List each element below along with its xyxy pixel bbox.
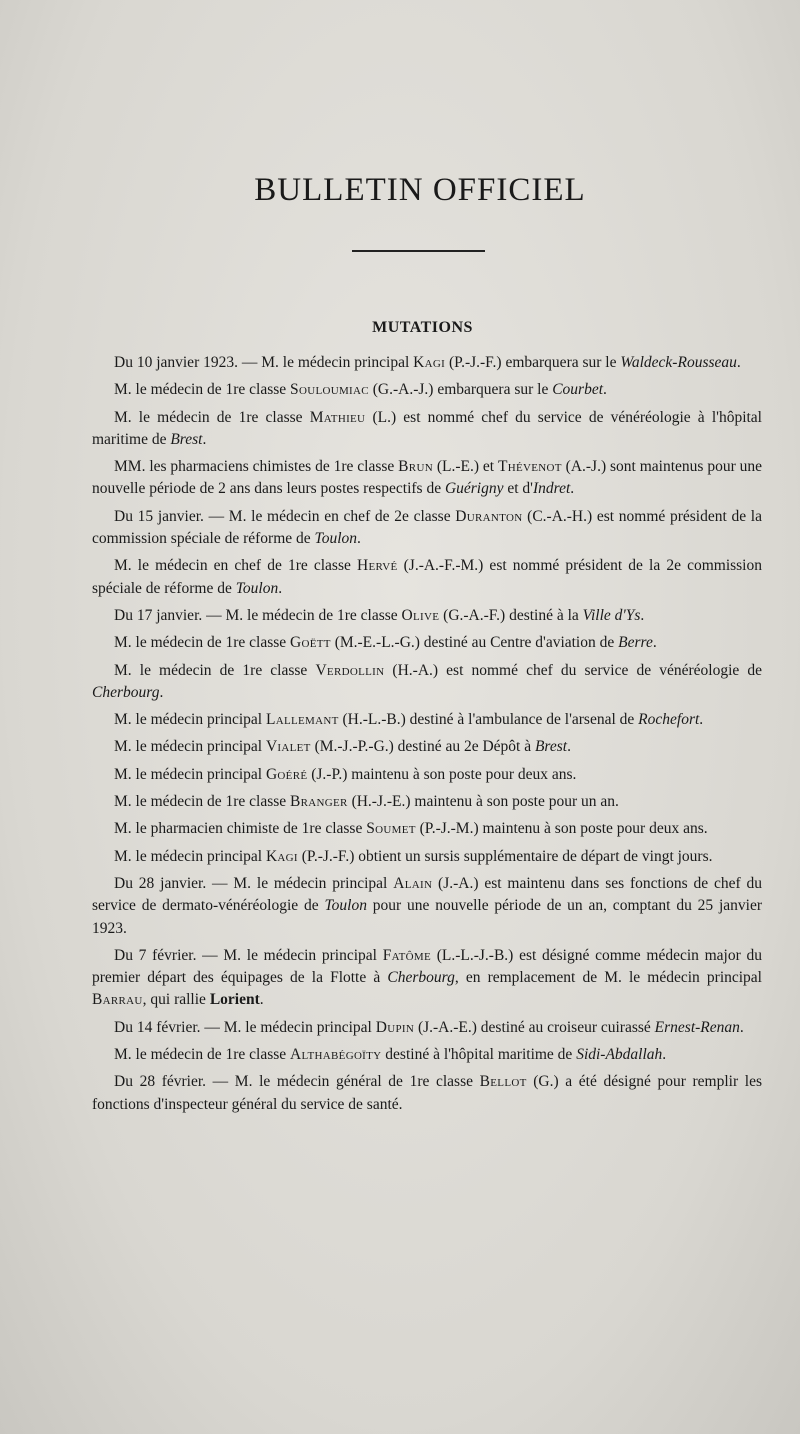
person-name: Souloumiac xyxy=(290,381,369,399)
text-run: , en remplacement de M. le médecin principal xyxy=(454,969,762,987)
text-run: Du 15 janvier. — M. le médecin en chef de 2e classe xyxy=(114,507,456,525)
mutation-paragraph xyxy=(92,709,762,731)
text-run: M. le médecin principal xyxy=(114,738,266,756)
text-run: pour une nouvelle période de un an, comptant du 25 janvier 1923. xyxy=(92,897,762,937)
text-run: M. le médecin principal xyxy=(114,765,266,783)
place-name: Guérigny xyxy=(444,480,504,498)
mutation-paragraph xyxy=(92,818,762,840)
place-name: Ernest-Renan xyxy=(654,1018,740,1036)
person-name: Brun xyxy=(398,458,433,476)
text-run: destiné à l'hôpital maritime de xyxy=(381,1046,577,1064)
text-run: Du 14 février. — M. le médecin principal xyxy=(114,1018,376,1036)
text-run: (H.-J.-E.) maintenu à son poste pour un an. xyxy=(347,793,619,811)
person-name: Soumet xyxy=(366,820,416,838)
text-run: . xyxy=(567,738,571,756)
document-title: BULLETIN OFFICIEL xyxy=(254,172,586,208)
text-run: (H.-L.-B.) destiné à l'ambulance de l'arsenal de xyxy=(338,711,639,729)
mutation-paragraph xyxy=(92,555,762,600)
text-run: . xyxy=(640,606,645,624)
text-run: (L.-E.) et xyxy=(432,458,498,476)
mutation-paragraph xyxy=(92,1017,762,1039)
text-run: (J.-P.) maintenu à son poste pour deux ans. xyxy=(307,765,577,783)
text-run: M. le médecin de 1re classe xyxy=(114,381,291,399)
mutation-paragraph xyxy=(92,1071,762,1116)
place-name: Cherbourg xyxy=(387,969,455,987)
person-name: Dupin xyxy=(375,1018,415,1036)
person-name: Hervé xyxy=(356,557,398,575)
mutation-paragraph xyxy=(92,945,762,1012)
mutation-paragraph xyxy=(92,873,762,940)
place-name: Rochefort xyxy=(638,711,700,729)
text-run: MM. les pharmaciens chimistes de 1re classe xyxy=(114,458,399,476)
mutation-paragraph xyxy=(92,506,762,551)
person-name: Olive xyxy=(401,606,440,624)
text-run: . xyxy=(699,711,704,729)
person-name: Barrau xyxy=(92,991,143,1009)
text-run: Du 10 janvier 1923. — M. le médecin principal xyxy=(114,354,414,371)
text-run: (P.-J.-M.) maintenu à son poste pour deux ans. xyxy=(415,820,708,838)
text-run: . xyxy=(357,530,361,548)
person-name: Lallemant xyxy=(265,711,339,729)
text-run: Lorient xyxy=(209,991,260,1009)
text-run: (P.-J.-F.) obtient un sursis supplémentaire de départ de vingt jours. xyxy=(297,847,713,865)
place-name: Courbet xyxy=(552,381,604,399)
mutation-paragraph xyxy=(92,379,762,401)
place-name: Brest xyxy=(534,738,568,756)
text-run: M. le médecin principal xyxy=(114,711,266,729)
text-run: (G.-A.-F.) destiné à la xyxy=(439,606,583,624)
text-run: (C.-A.-H.) est nommé président de la commission spéciale de réforme de xyxy=(92,507,762,548)
mutation-paragraph xyxy=(92,407,762,452)
mutation-paragraph xyxy=(92,660,762,705)
person-name: Fatôme xyxy=(382,946,432,964)
place-name: Toulon xyxy=(324,897,367,915)
text-run: (L.) est nommé chef du service de vénéréologie à l'hôpital maritime de xyxy=(92,408,762,448)
person-name: Kagi xyxy=(413,354,446,371)
place-name: Ville d'Ys xyxy=(582,606,641,624)
text-run: et d' xyxy=(503,480,533,498)
person-name: Branger xyxy=(290,793,348,811)
mutation-paragraph xyxy=(92,1044,762,1066)
mutation-paragraph xyxy=(92,846,762,868)
mutation-paragraph xyxy=(92,764,762,786)
mutation-paragraph xyxy=(92,632,762,654)
text-run: M. le médecin en chef de 1re classe xyxy=(114,557,357,575)
place-name: Sidi-Abdallah xyxy=(576,1046,663,1064)
person-name: Bellot xyxy=(479,1073,527,1091)
text-run: (H.-A.) est nommé chef du service de vénéréologie de xyxy=(384,661,762,679)
title-rule xyxy=(352,250,485,252)
person-name: Goéré xyxy=(265,765,308,783)
person-name: Mathieu xyxy=(309,408,366,426)
person-name: Duranton xyxy=(455,507,523,525)
text-run: . xyxy=(259,991,264,1009)
place-name: Waldeck-Rousseau xyxy=(620,354,737,371)
text-run: (M.-J.-P.-G.) destiné au 2e Dépôt à xyxy=(310,738,535,756)
text-run: (J.-A.-F.-M.) est nommé président de la 2e commission spéciale de réforme de xyxy=(92,557,762,597)
mutation-paragraph xyxy=(92,736,762,758)
text-run: M. le médecin de 1re classe xyxy=(114,634,291,652)
text-run: (G.-A.-J.) embarquera sur le xyxy=(368,381,553,399)
text-run: Du 17 janvier. — M. le médecin de 1re classe xyxy=(114,606,402,624)
person-name: Thévenot xyxy=(497,458,562,476)
text-run: . xyxy=(662,1046,667,1064)
mutation-paragraph xyxy=(92,791,762,813)
person-name: Alain xyxy=(393,874,433,892)
text-run: M. le médecin de 1re classe xyxy=(114,1046,291,1064)
text-run: M. le médecin principal xyxy=(114,847,266,865)
place-name: Brest xyxy=(170,430,203,448)
place-name: Berre xyxy=(618,634,653,652)
person-name: Kagi xyxy=(265,847,298,865)
person-name: Goëtt xyxy=(290,634,331,652)
text-run: . xyxy=(739,1018,744,1036)
text-run: Du 7 février. — M. le médecin principal xyxy=(114,946,383,964)
text-run: , qui rallie xyxy=(142,991,210,1009)
text-run: M. le médecin de 1re classe xyxy=(114,661,316,679)
text-run: M. le pharmacien chimiste de 1re classe xyxy=(114,820,367,838)
text-run: . xyxy=(278,579,283,597)
text-run: . xyxy=(736,354,741,371)
mutation-paragraph xyxy=(92,605,762,627)
text-run: . xyxy=(603,381,607,399)
place-name: Toulon xyxy=(314,530,358,548)
text-run: . xyxy=(159,683,164,701)
section-heading: MUTATIONS xyxy=(372,319,473,336)
mutation-paragraph xyxy=(92,352,762,374)
text-run: (A.-J.) sont maintenus pour une nouvelle période de 2 ans dans leurs postes respectifs de xyxy=(92,458,762,498)
text-run: Du 28 janvier. — M. le médecin principal xyxy=(114,874,394,892)
text-run: (J.-A.) est maintenu dans ses fonctions de chef du service de dermato-vénéréologie de xyxy=(92,874,763,915)
place-name: Indret xyxy=(532,480,571,498)
text-run: . xyxy=(202,430,207,448)
text-run: Du 28 février. — M. le médecin général de 1re classe xyxy=(114,1073,480,1091)
mutation-paragraph xyxy=(92,456,762,501)
person-name: Vialet xyxy=(265,738,311,756)
text-run: (M.-E.-L.-G.) destiné au Centre d'aviation de xyxy=(330,634,619,652)
place-name: Toulon xyxy=(235,579,279,597)
text-run: (J.-A.-E.) destiné au croiseur cuirassé xyxy=(414,1018,655,1036)
text-run: M. le médecin de 1re classe xyxy=(114,408,310,426)
person-name: Althabégoïty xyxy=(290,1046,382,1064)
text-run: M. le médecin de 1re classe xyxy=(114,793,291,811)
text-run: (G.) a été désigné pour remplir les fonctions d'inspecteur général du service de santé. xyxy=(92,1073,762,1113)
text-run: (P.-J.-F.) embarquera sur le xyxy=(445,354,621,371)
text-run: . xyxy=(570,480,575,498)
place-name: Cherbourg xyxy=(92,683,160,701)
text-run: . xyxy=(652,634,657,652)
text-run: (L.-L.-J.-B.) est désigné comme médecin major du premier départ des équipages de la Flotte à xyxy=(92,946,762,987)
person-name: Verdollin xyxy=(315,661,385,679)
mutations-text xyxy=(92,352,762,1121)
